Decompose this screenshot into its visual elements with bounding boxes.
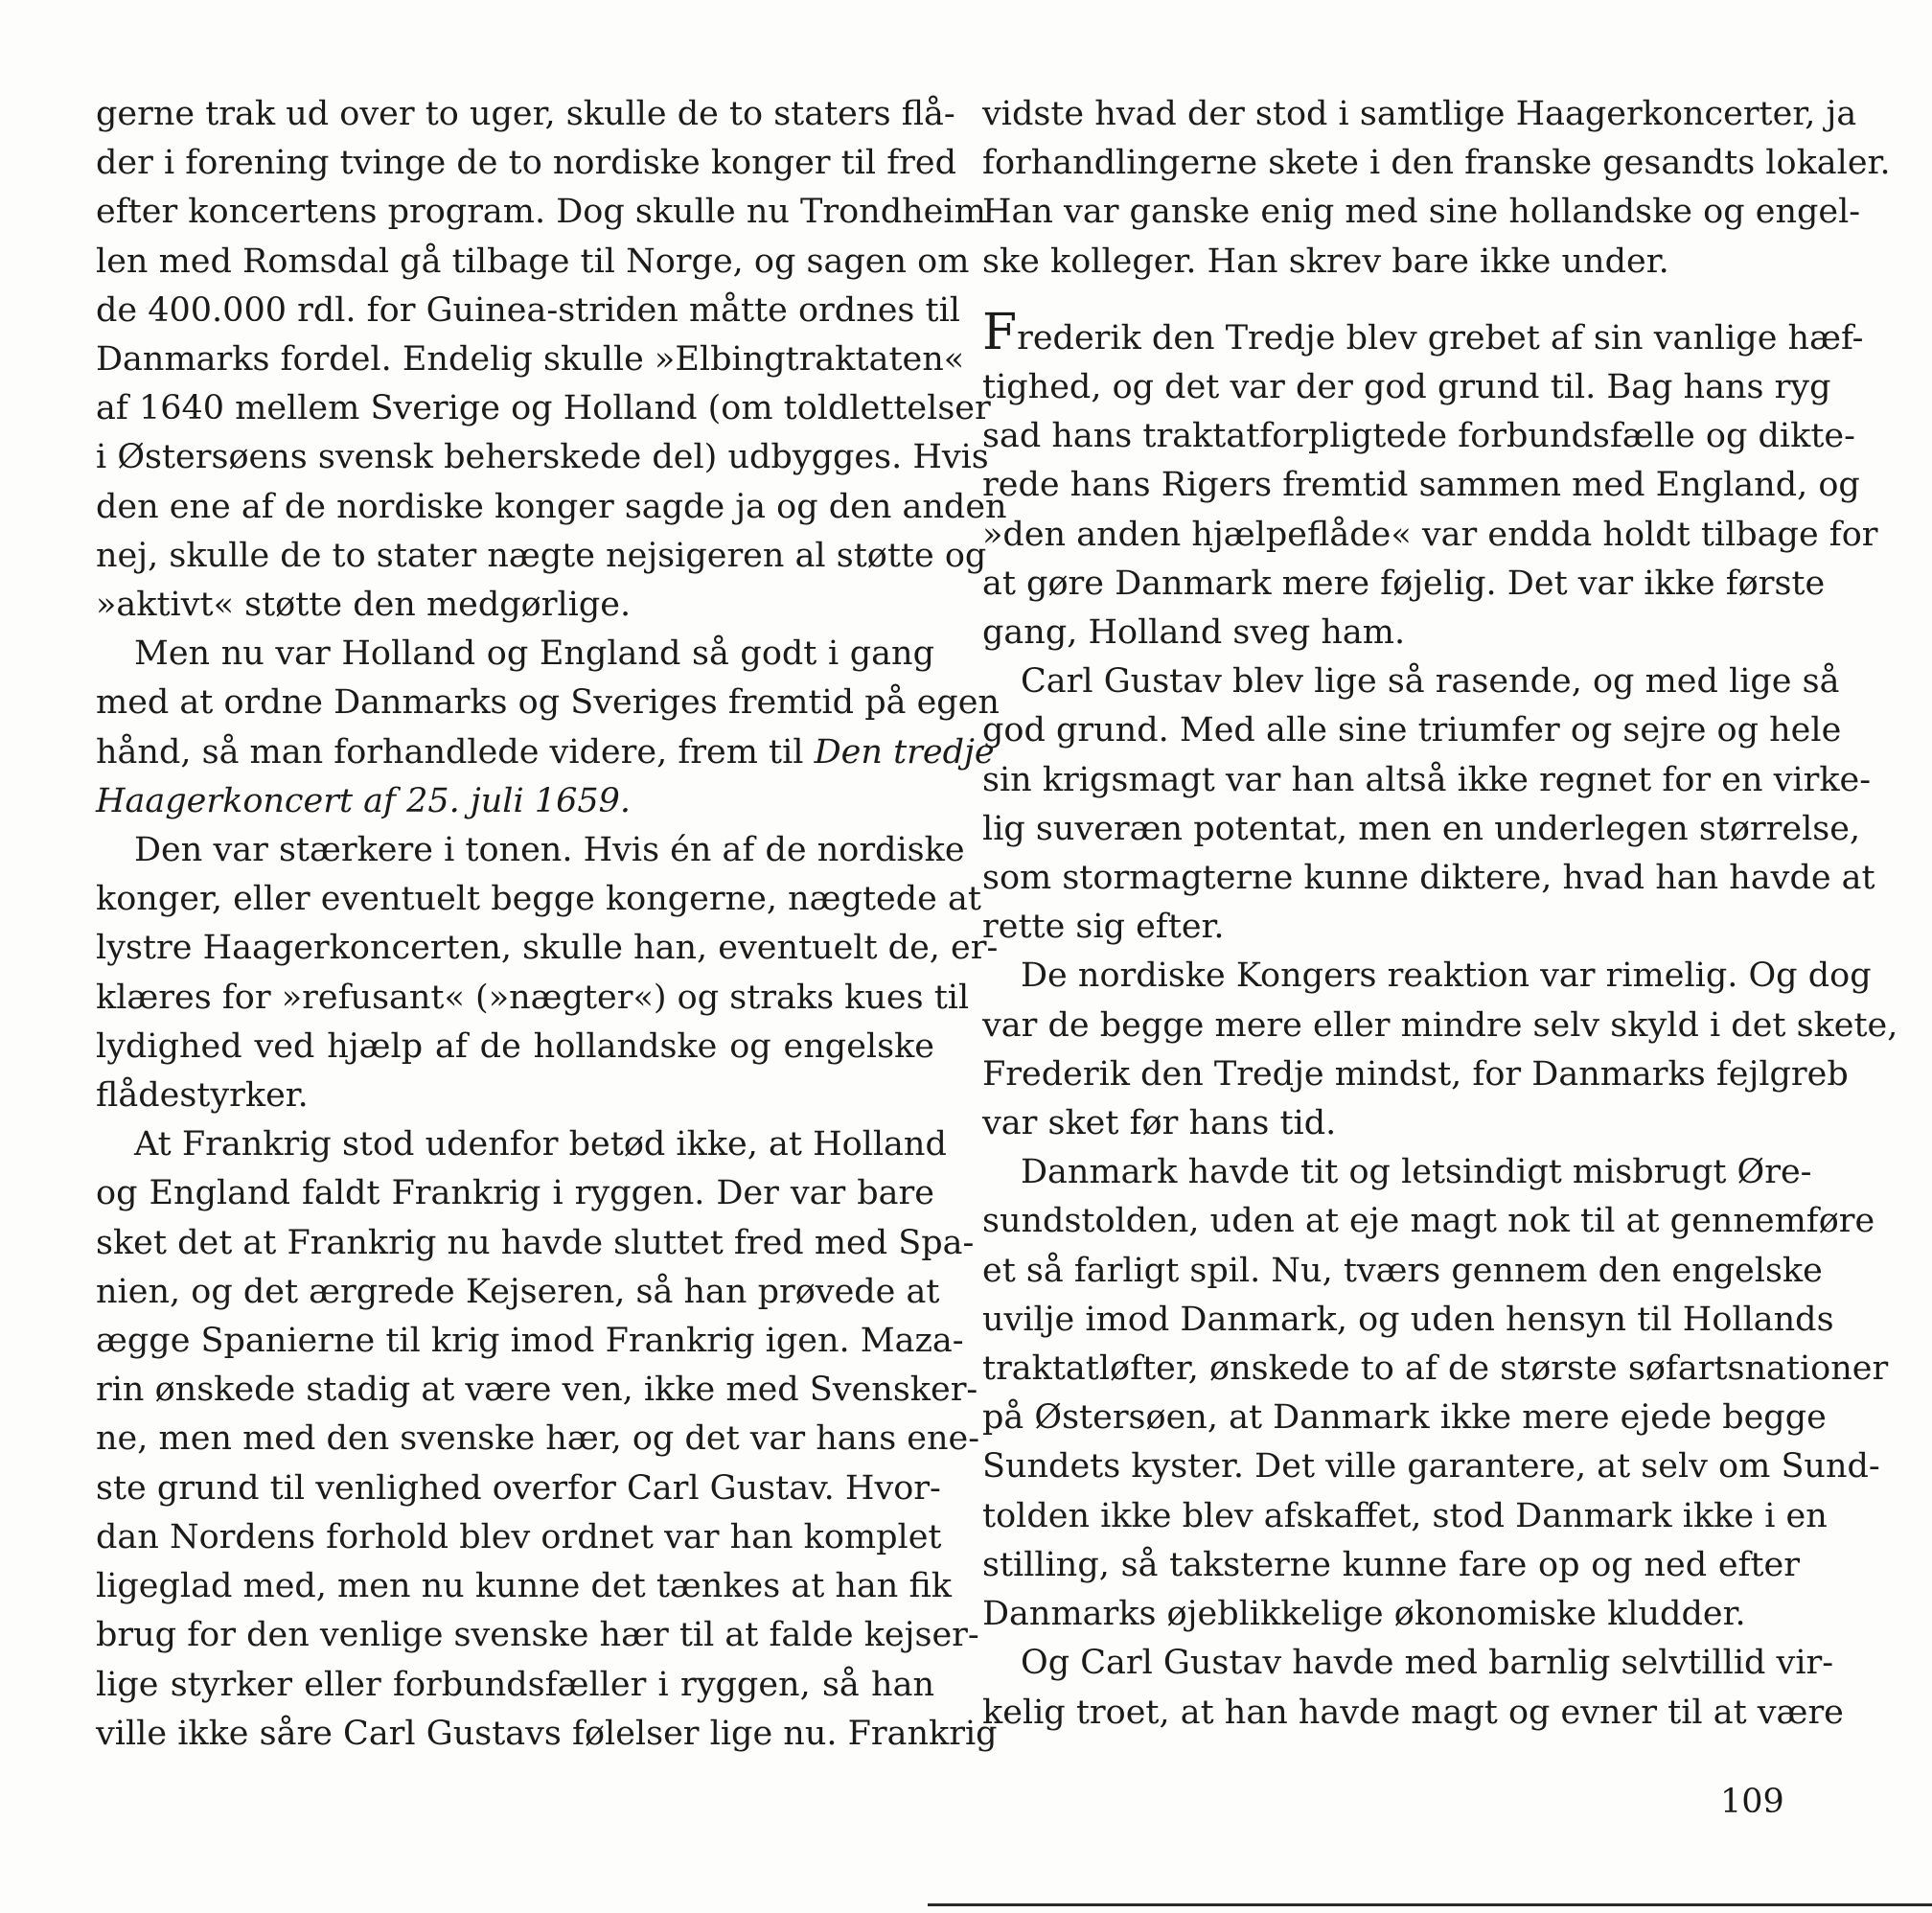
text-line: len med Romsdal gå tilbage til Norge, og sagen om [96,242,970,281]
text-line: som stormagterne kunne diktere, hvad han havde at [982,859,1875,898]
text-line: rette sig efter. [982,908,1225,947]
text-line: ligeglad med, men nu kunne det tænkes at han fik [96,1567,953,1606]
text-line: konger, eller eventuelt begge kongerne, nægtede at [96,880,981,919]
text-line: sket det at Frankrig nu havde sluttet fred med Spa- [96,1223,975,1262]
paragraph [982,1639,1844,1737]
text-line: gang, Holland sveg ham. [982,613,1406,653]
text-line: var sket før hans tid. [982,1104,1337,1143]
text-line: god grund. Med alle sine triumfer og sejre og hele [982,711,1842,750]
italic-title-cont: Haagerkoncert af 25. juli 1659. [96,781,632,820]
paragraph [96,630,1000,826]
text-line: sundstolden, uden at eje magt nok til at gennemføre [982,1202,1875,1241]
text-line: Carl Gustav blev lige så rasende, og med lige så [1021,662,1840,702]
text-line: rin ønskede stadig at være ven, ikke med Svensker- [96,1371,978,1410]
text-line: et så farligt spil. Nu, tværs gennem den engelske [982,1251,1823,1290]
text-line: i Østersøens svensk beherskede del) udbygges. Hvis [96,438,989,477]
text-line: forhandlingerne skete i den franske gesandts lokaler. [982,144,1891,183]
text-line: Han var ganske enig med sine hollandske og engel- [982,193,1861,232]
text-line: Danmarks fordel. Endelig skulle »Elbingtraktaten« [96,340,965,380]
right-column [982,90,1898,1738]
text-line: ste grund til venlighed overfor Carl Gustav. Hvor- [96,1468,941,1508]
text-line: »aktivt« støtte den medgørlige. [96,586,632,625]
paragraph [96,826,999,1120]
text-line: på Østersøen, at Danmark ikke mere ejede begge [982,1398,1827,1438]
text-line: klæres for »refusant« (»nægter«) og straks kues til [96,978,970,1017]
text-line: At Frankrig stod udenfor betød ikke, at Holland [134,1125,947,1164]
text-line: sin krigsmagt var han altså ikke regnet for en virke- [982,760,1872,799]
text-line: lydighed ved hjælp af de hollandske og engelske [96,1026,934,1066]
text-line: ægge Spanierne til krig imod Frankrig igen. Maza- [96,1322,964,1361]
text-line: traktatløfter, ønskede to af de største søfartsnationer [982,1349,1889,1389]
text-line: ske kolleger. Han skrev bare ikke under. [982,242,1669,281]
text-line: tolden ikke blev afskaffet, stod Danmark ikke i en [982,1496,1828,1535]
text-line: dan Nordens forhold blev ordnet var han komplet [96,1517,942,1556]
text-line: vidste hvad der stod i samtlige Haagerkoncerter, ja [982,95,1857,133]
paragraph [982,952,1898,1148]
text-line: gerne trak ud over to uger, skulle de to staters flå- [96,95,955,133]
text-line: Danmark havde tit og letsindigt misbrugt Øre- [1021,1153,1812,1192]
text-line: flådestyrker. [96,1076,309,1116]
text-line: lystre Haagerkoncerten, skulle han, eventuelt de, er- [96,929,999,968]
text-line: Danmarks øjeblikkelige økonomiske kludder. [982,1595,1746,1634]
text-line: ville ikke såre Carl Gustavs følelser lige nu. Frankrig [96,1714,998,1753]
text-line: lige styrker eller forbundsfæller i ryggen, så han [96,1665,934,1704]
text-line [982,303,1864,363]
text-line-rest: rederik den Tredje blev grebet af sin vanlige hæf- [1017,318,1864,357]
text-line: stilling, så taksterne kunne fare op og ned efter [982,1545,1800,1584]
text-line: med at ordne Danmarks og Sveriges fremtid på egen [96,683,1000,723]
text-line: Sundets kyster. Det ville garantere, at selv om Sund- [982,1447,1880,1487]
text-line: Men nu var Holland og England så godt i gang [134,634,934,674]
paragraph [982,657,1875,952]
text-line: nej, skulle de to stater nægte nejsigeren al støtte og [96,536,987,575]
text-line: efter koncertens program. Dog skulle nu Trondheim [96,193,986,232]
text-line: der i forening tvinge de to nordiske konger til fred [96,144,957,183]
paragraph [982,90,1891,287]
text-line: uvilje imod Danmark, og uden hensyn til Hollands [982,1300,1834,1339]
text-line [96,777,934,826]
paragraph [96,1120,998,1759]
italic-title: Den tredje [814,732,995,772]
text-line: tighed, og det var der god grund til. Bag hans ryg [982,368,1831,407]
text-line: var de begge mere eller mindre selv skyld i det skete, [982,1005,1898,1045]
left-column [96,90,1007,1759]
bottom-rule [928,1903,1932,1906]
text-line: nien, og det ærgrede Kejseren, så han prøvede at [96,1272,940,1311]
text-line: Og Carl Gustav havde med barnlig selvtillid vir- [1021,1644,1834,1683]
paragraph [982,1148,1889,1639]
text-line: af 1640 mellem Sverige og Holland (om toldlettelser [96,389,991,428]
text-line: lig suveræn potentat, men en underlegen størrelse, [982,809,1861,848]
text-line: og England faldt Frankrig i ryggen. Der var bare [96,1174,934,1213]
paragraph [982,303,1878,657]
text-line: den ene af de nordiske konger sagde ja og den anden [96,487,1007,526]
text-line: sad hans traktatforpligtede forbundsfælle og dikte- [982,417,1855,456]
text-line: de 400.000 rdl. for Guinea-striden måtte ordnes til [96,290,960,330]
text-line: brug for den venlige svenske hær til at falde kejser- [96,1616,979,1655]
text-line [96,728,995,777]
text-line: De nordiske Kongers reaktion var rimelig. Og dog [1021,956,1872,996]
paragraph [96,90,1007,630]
text-line: ne, men med den svenske hær, og det var hans ene- [96,1419,980,1459]
text-line: at gøre Danmark mere føjelig. Det var ikke første [982,564,1826,603]
page-number: 109 [1720,1783,1784,1821]
text-line: Frederik den Tredje mindst, for Danmarks fejlgreb [982,1054,1849,1094]
text-line: rede hans Rigers fremtid sammen med England, og [982,466,1860,505]
text-line: Den var stærkere i tonen. Hvis én af de nordiske [134,831,965,870]
text-line: kelig troet, at han havde magt og evner til at være [982,1693,1844,1732]
section-gap [982,287,1800,313]
text-line-plain: hånd, så man forhandlede videre, frem til [96,732,815,772]
drop-cap: F [982,303,1018,361]
text-line: »den anden hjælpeflåde« var endda holdt tilbage for [982,515,1878,554]
